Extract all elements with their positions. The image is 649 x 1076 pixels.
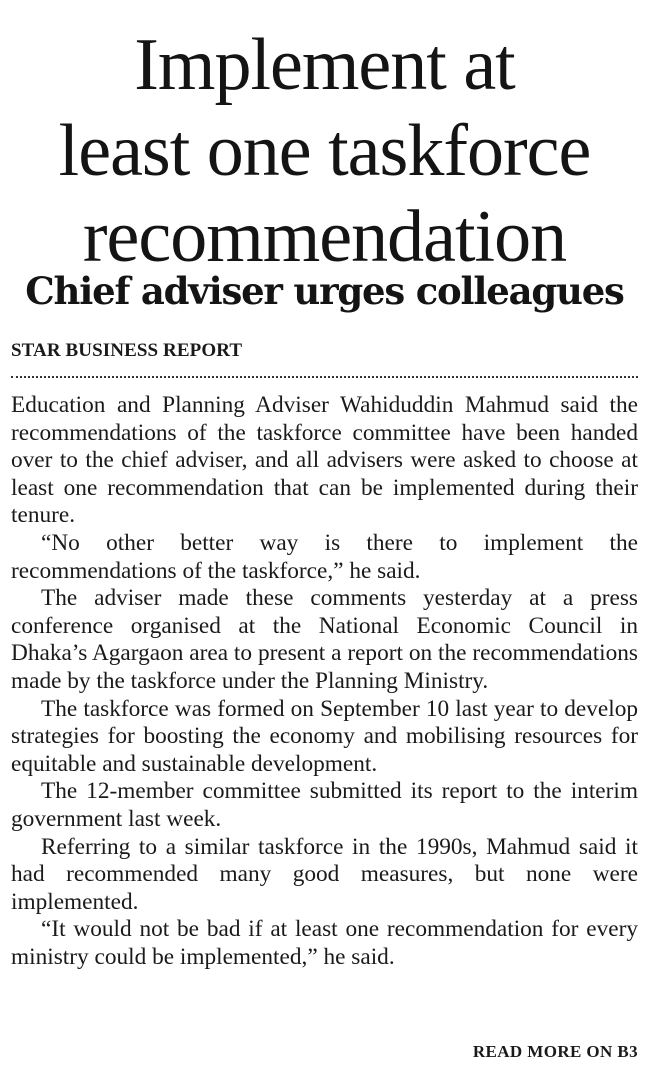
article-paragraph: The taskforce was formed on September 10 last year to develop strategies for boosting the economy and mobilising resources for equitable and sustainable development. — [11, 695, 638, 777]
article-paragraph: “No other better way is there to implement the recommendations of the taskforce,” he said. — [11, 529, 638, 584]
dotted-divider — [11, 376, 638, 378]
article-paragraph: The 12-member committee submitted its report to the interim government last week. — [11, 778, 638, 832]
read-more-link[interactable]: READ MORE ON B3 — [472, 1042, 638, 1061]
headline-line-1: Implement at — [134, 24, 515, 106]
subheadline: Chief adviser urges colleagues — [25, 269, 624, 313]
byline: STAR BUSINESS REPORT — [11, 340, 243, 361]
article-paragraph: The adviser made these comments yesterday at a press conference organised at the National Economic Council in Dhaka’s Agargaon area to present a report on the recommendations made by the taskforce under the Planning Ministry. — [11, 585, 638, 694]
article-paragraph: Referring to a similar taskforce in the 1990s, Mahmud said it had recommended many good measures, but none were implemented. — [11, 833, 638, 915]
headline-line-2: least one taskforce — [58, 110, 591, 192]
article-paragraph: Education and Planning Adviser Wahiduddin Mahmud said the recommendations of the taskforce committee have been handed over to the chief adviser, and all advisers were asked to choose at least one recommendation that can be implemented during their tenure. — [11, 392, 638, 529]
headline-line-3: recommendation — [82, 196, 567, 278]
article-body — [11, 392, 638, 971]
headline — [6, 22, 643, 280]
article-paragraph: “It would not be bad if at least one recommendation for every ministry could be implemented,” he said. — [11, 916, 638, 970]
